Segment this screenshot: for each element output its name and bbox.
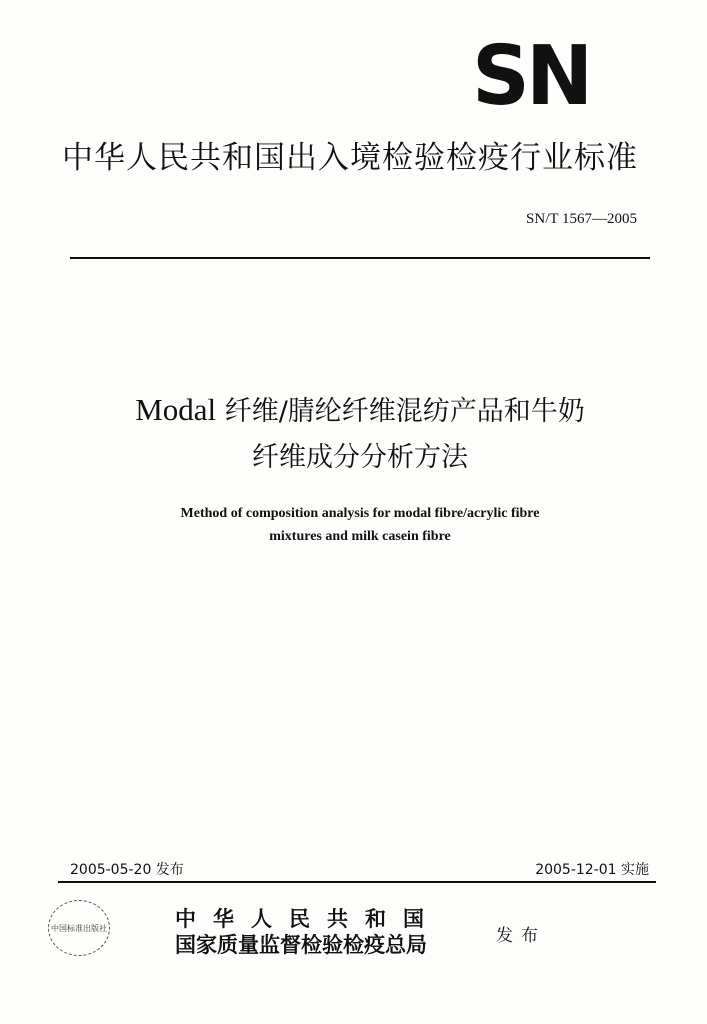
publisher-line-2: 国家质量监督检验检疫总局 xyxy=(175,932,427,957)
document-title-cn xyxy=(40,387,680,481)
title-en-line-2: mixtures and milk casein fibre xyxy=(269,529,451,544)
title-cn-line-1 xyxy=(40,387,680,435)
publisher-line-1: 中华人民共和国 xyxy=(175,906,441,931)
title-cn-latin-prefix: Modal xyxy=(135,392,217,427)
title-cn-line-2: 纤维成分分析方法 xyxy=(252,442,468,473)
standard-number: SN/T 1567—2005 xyxy=(526,211,637,227)
publisher-seal-icon xyxy=(48,900,110,956)
header-divider xyxy=(70,257,650,259)
publish-label: 发布 xyxy=(496,926,546,946)
document-title-en xyxy=(40,502,680,548)
seal-text: 中国标准出版社 xyxy=(51,923,107,933)
footer-divider xyxy=(58,881,656,883)
sn-logo: SN xyxy=(472,29,590,124)
title-en-line-1: Method of composition analysis for modal fibre/acrylic fibre xyxy=(180,506,540,521)
publisher xyxy=(175,906,441,958)
implementation-date: 2005-12-01 实施 xyxy=(535,862,649,878)
issue-date: 2005-05-20 发布 xyxy=(70,862,184,878)
org-title: 中华人民共和国出入境检验检疫行业标准 xyxy=(62,140,638,176)
title-cn-line-1-rest: 纤维/腈纶纤维混纺产品和牛奶 xyxy=(216,396,585,427)
